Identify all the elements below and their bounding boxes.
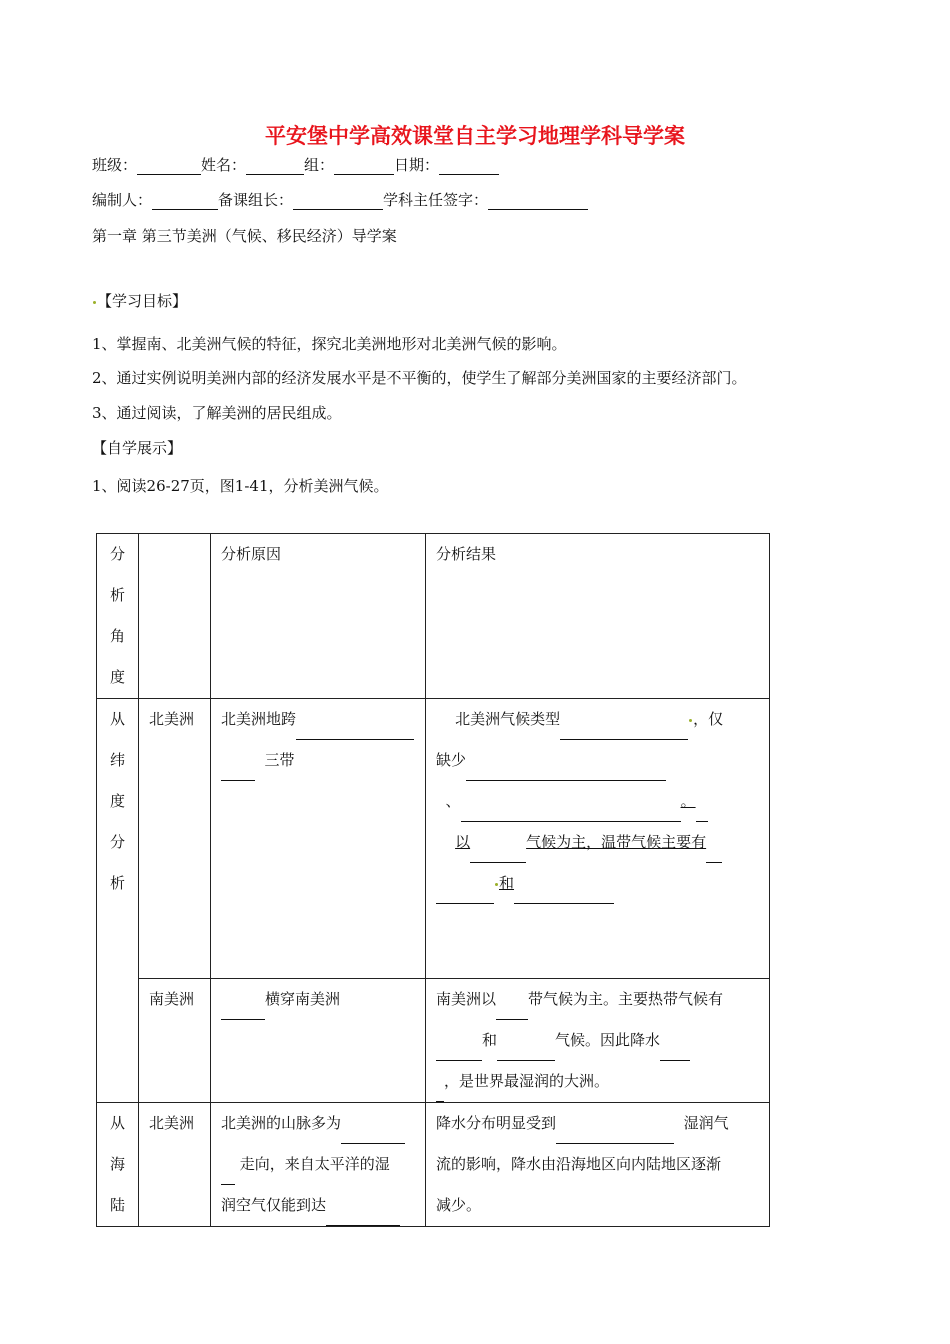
angle-sea-land-cell: 从 海 陆: [97, 1103, 139, 1227]
fill-blank[interactable]: [436, 887, 494, 904]
fill-blank[interactable]: [221, 1003, 265, 1020]
reason-sea-land-north: 北美洲的山脉多为 走向，来自太平洋的湿 润空气仅能到达: [211, 1103, 426, 1227]
date-label: 日期：: [394, 156, 440, 174]
group-label: 组：: [304, 156, 335, 174]
name-label: 姓名：: [201, 156, 247, 174]
fill-blank[interactable]: [436, 1085, 444, 1102]
objectives-heading: 【学习目标】: [97, 292, 188, 310]
reason-header-cell: 分析原因: [211, 534, 426, 699]
editor-blank[interactable]: [152, 193, 218, 210]
fill-blank[interactable]: [470, 846, 526, 863]
fill-blank[interactable]: [496, 1003, 528, 1020]
table-row-sea-land-north: [97, 1103, 770, 1227]
fill-blank[interactable]: [341, 1127, 405, 1144]
region-north-america-2: 北美洲: [139, 1103, 211, 1227]
table-header-row: [97, 534, 770, 699]
fill-blank[interactable]: [660, 1044, 690, 1061]
climate-analysis-table: [96, 533, 770, 1227]
fill-blank[interactable]: [326, 1209, 400, 1226]
self-study-heading: 【自学展示】: [92, 439, 183, 457]
region-south-america: 南美洲: [139, 979, 211, 1103]
class-blank[interactable]: [137, 158, 201, 175]
result-sea-land-north: 降水分布明显受到 湿润气 流的影响，降水由沿海地区向内陆地区逐渐 减少。: [426, 1103, 770, 1227]
objectives-heading-line: [92, 291, 187, 311]
region-north-america: 北美洲: [139, 699, 211, 979]
objective-3: 3、通过阅读，了解美洲的居民组成。: [92, 404, 342, 422]
fill-blank[interactable]: [221, 1168, 235, 1185]
fill-blank[interactable]: [436, 1044, 482, 1061]
region-header-cell: [139, 534, 211, 699]
info-line-1: [92, 155, 499, 175]
result-latitude-north: 北美洲气候类型 ，仅 缺少 、 。 以 气候为主，温带气候主要有 和: [426, 699, 770, 979]
name-blank[interactable]: [246, 158, 304, 175]
fill-blank[interactable]: [514, 887, 614, 904]
angle-latitude-cell: 从 纬 度 分 析: [97, 699, 139, 1103]
chapter-title: 第一章 第三节美洲（气候、移民经济）导学案: [92, 227, 397, 245]
director-blank[interactable]: [488, 193, 588, 210]
objective-2: 2、通过实例说明美洲内部的经济发展水平是不平衡的，使学生了解部分美洲国家的主要经济部门。: [92, 369, 747, 387]
date-blank[interactable]: [439, 158, 499, 175]
result-header-cell: 分析结果: [426, 534, 770, 699]
leader-blank[interactable]: [293, 193, 383, 210]
director-label: 学科主任签字：: [383, 191, 489, 209]
page-title: 平安堡中学高效课堂自主学习地理学科导学案: [265, 124, 685, 148]
class-label: 班级：: [92, 156, 138, 174]
result-latitude-south: 南美洲以 带气候为主。主要热带气候有 和 气候。因此降水 ，是世界最湿润的大洲。: [426, 979, 770, 1103]
fill-blank[interactable]: [461, 805, 681, 822]
info-line-2: [92, 190, 588, 210]
editor-label: 编制人：: [92, 191, 153, 209]
group-blank[interactable]: [334, 158, 394, 175]
objective-1: 1、掌握南、北美洲气候的特征，探究北美洲地形对北美洲气候的影响。: [92, 335, 567, 353]
marker-dot: [93, 301, 96, 304]
table-row-latitude-north: [97, 699, 770, 979]
fill-blank[interactable]: [497, 1044, 555, 1061]
angle-header-cell: 分 析 角 度: [97, 534, 139, 699]
fill-blank[interactable]: [221, 764, 255, 781]
fill-blank[interactable]: [296, 723, 414, 740]
table-row-latitude-south: [97, 979, 770, 1103]
fill-blank[interactable]: [556, 1127, 674, 1144]
fill-blank[interactable]: [706, 846, 722, 863]
self-study-task-1: 1、阅读26-27页，图1-41，分析美洲气候。: [92, 477, 389, 495]
leader-label: 备课组长：: [218, 191, 294, 209]
reason-latitude-north: 北美洲地跨 三带: [211, 699, 426, 979]
reason-latitude-south: 横穿南美洲: [211, 979, 426, 1103]
fill-blank[interactable]: [466, 764, 666, 781]
fill-blank[interactable]: [560, 723, 688, 740]
